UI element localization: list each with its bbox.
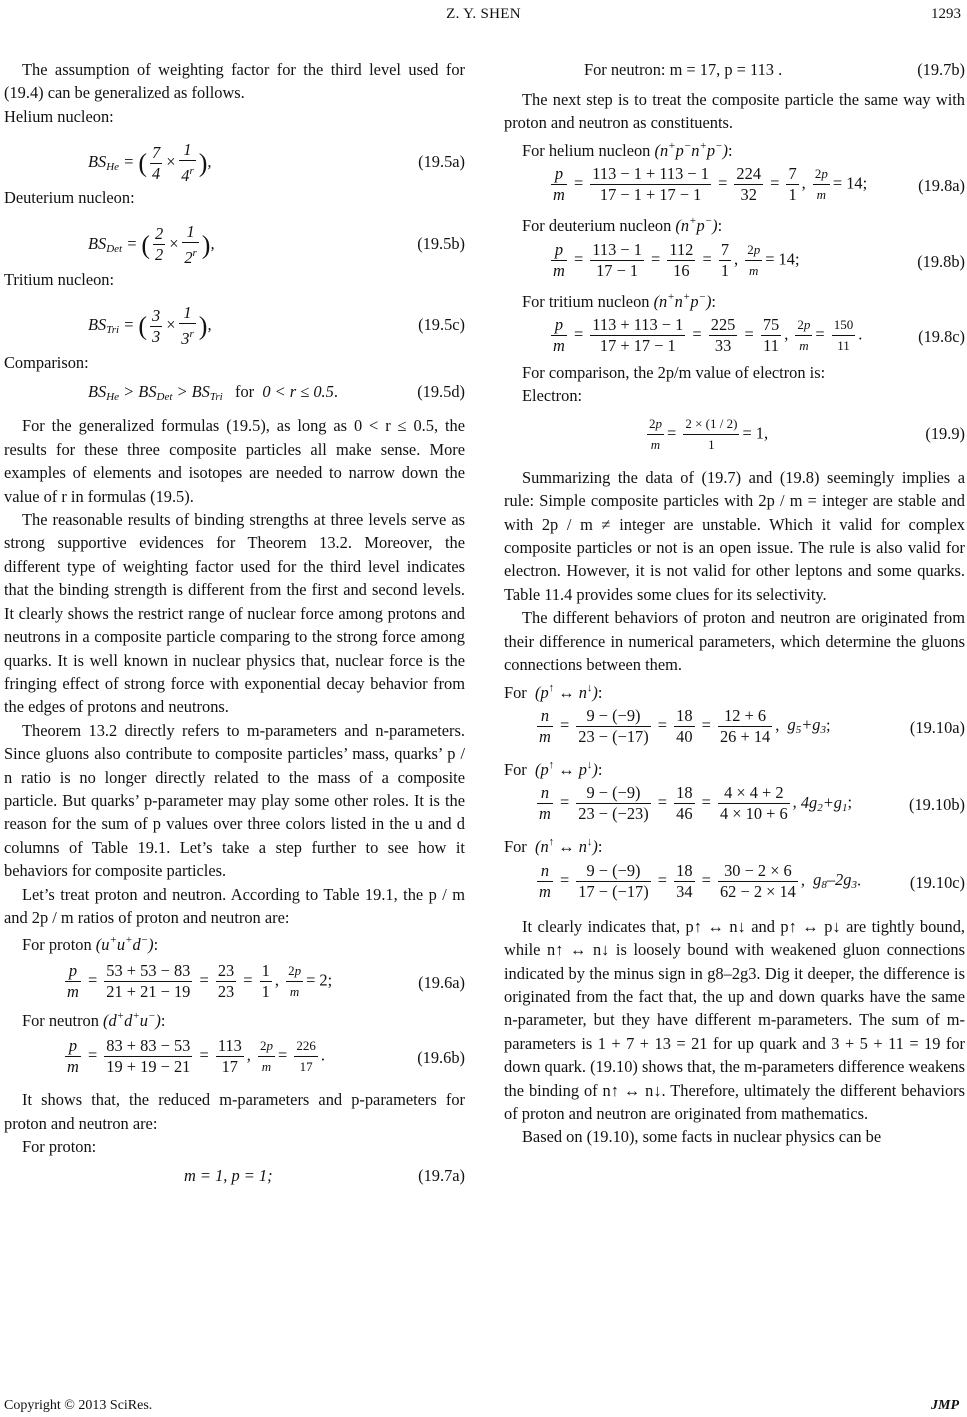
equation-19-5c: BSTri = ( $\frac{3}{3}$ × $\frac{1}{3^r}$ ), (19.5c) <box>88 303 465 349</box>
equation-19-8a: $\frac{p}{m}$ = $\frac{113 - 1 + 113 - 1}{17 - 1 + 17 - 1}$ = $\frac{224}{32}$ = $\frac{7}{1}$ , $\frac{2p}{m}$ = 14; (19.8a) <box>553 164 965 205</box>
running-author: Z. Y. SHEN <box>446 6 521 22</box>
paragraph: For the generalized formulas (19.5), as long as 0 < r ≤ 0.5, the results for these three composite particles all make sense. More examples of elements and isotopes are needed to narrow down the value of r in formulas (19.5). <box>4 416 465 506</box>
paragraph: The different behaviors of proton and neutron are originated from their difference in numerical parameters, which determine the gluons connections between them. <box>504 608 965 675</box>
equation-19-9: $\frac{2p}{m}$ = $\frac{2 \times (1 / 2)}{1}$ = 1, (19.9) <box>649 415 965 452</box>
copyright: Copyright © 2013 SciRes. <box>4 1398 153 1413</box>
running-header <box>0 3 967 25</box>
equation-19-5a: BSHe = ( $\frac{7}{4}$ × $\frac{1}{4^r}$ ), (19.5a) <box>88 140 465 186</box>
paragraph: Summarizing the data of (19.7) and (19.8) seemingly implies a rule: Simple composite particles with 2p / m = integer are stable and with 2p / m ≠ integer are unstable. Which it valid for complex composite particles or not is an open issue. The rule is also valid for electron. However, it is not valid for other leptons and some quarks. Table 11.4 provides some clues for its selectivity. <box>504 467 965 604</box>
equation-19-8c: $\frac{p}{m}$ = $\frac{113 + 113 - 1}{17 + 17 - 1}$ = $\frac{225}{33}$ = $\frac{75}{11}$ , $\frac{2p}{m}$ = $\frac{150}{11}$ . (19.8c) <box>553 315 965 356</box>
right-column <box>504 58 965 1149</box>
equation-19-7b: For neutron: m = 17, p = 113 . (19.7b) <box>584 60 965 79</box>
equation-19-6a: $\frac{p}{m}$ = $\frac{53 + 53 - 83}{21 + 21 - 19}$ = $\frac{23}{23}$ = $\frac{1}{1}$ , $\frac{2p}{m}$ = 2; (19.6a) <box>67 960 465 1001</box>
equation-19-10a: $\frac{n}{m}$ = $\frac{9 - (-9)}{23 - (-17)}$ = $\frac{18}{40}$ = $\frac{12 + 6}{26 + 14}$ , g5+g3; (19.10a) <box>539 705 965 746</box>
paragraph: It clearly indicates that, p↑ ↔ n↓ and p↑ ↔ p↓ are tightly bound, while n↑ ↔ n↓ is loosely bound with weakened gluon connections indicated by the minus sign in g8–2g3. Dig it deeper, the difference is originated from the fact that, the up and down quarks have the same n-parameter, but they have different m-parameters. The sum of m-parameters is 1 + 7 + 13 = 21 for up quark and 3 + 5 + 11 = 19 for down quark. (19.10) shows that, the m-parameters difference weakens the binding of n↑ ↔ n↓. Therefore, ultimately the different behaviors of proton and neutron are originated from mathematics. <box>504 916 965 1123</box>
electron-label: Electron: <box>522 386 583 406</box>
helium-nucleon-label: For helium nucleon (n+p−n+p−): <box>522 139 733 160</box>
paragraph: It shows that, the reduced m-parameters and p-parameters for proton and neutron are: <box>4 1090 465 1133</box>
for-label: For (n↑ ↔ n↓): <box>504 836 603 857</box>
equation-19-10c: $\frac{n}{m}$ = $\frac{9 - (-9)}{17 - (-17)}$ = $\frac{18}{34}$ = $\frac{30 - 2 \times 6}{62 - 2 \times 14}$ , g8–2g3. (19.10c) <box>539 860 965 901</box>
neutron-label: For neutron (d+d+u−): <box>22 1009 166 1030</box>
paragraph: Theorem 13.2 directly refers to m-parameters and n-parameters. Since gluons also contribute to composite particles’ mass, quarks’ p / n ratio is no longer directly related to the mass of a composite particle. But quarks’ p-parameter may play some other roles. It is the reason for the sum of p values over three colors listed in the u and d columns of Table 19.1. Let’s take a step further to see how it behaviors for composite particles. <box>4 720 465 881</box>
deuterium-nucleon-label: For deuterium nucleon (n+p−): <box>522 215 723 236</box>
for-proton-label: For proton: <box>22 1137 97 1156</box>
paragraph: Based on (19.10), some facts in nuclear physics can be <box>522 1127 882 1147</box>
comparison-label: Comparison: <box>4 353 89 373</box>
equation-19-5b: BSDet = ( $\frac{2}{2}$ × $\frac{1}{2^r}$ ), (19.5b) <box>88 221 465 267</box>
paragraph: The reasonable results of binding strengths at three levels serve as strong supportive evidences for Theorem 13.2. Moreover, the different type of weighting factor used for the third level indicates that the binding strength is different from the first and second levels. It clearly shows the restrict range of nuclear force among protons and neutrons in a composite particle comparing to the strong force among quarks. It is well known in nuclear physics that, nuclear force is the fringing effect of strong force with exponential decay behavior from the edges of protons and neutrons. <box>4 510 465 717</box>
for-label: For (p↑ ↔ p↓): <box>504 758 603 779</box>
helium-label: Helium nucleon: <box>4 106 114 126</box>
page-number: 1293 <box>931 6 961 22</box>
tritium-nucleon-label: For tritium nucleon (n+n+p−): <box>522 290 716 311</box>
equation-19-7a: m = 1, p = 1; (19.7a) <box>184 1166 465 1186</box>
paragraph: The assumption of weighting factor for the third level used for (19.4) can be generalized as follows. <box>4 60 465 103</box>
equation-19-6b: $\frac{p}{m}$ = $\frac{83 + 83 - 53}{19 + 19 - 21}$ = $\frac{113}{17}$ , $\frac{2p}{m}$ = $\frac{226}{17}$ . (19.6b) <box>67 1036 465 1077</box>
paragraph: The next step is to treat the composite particle the same way with proton and neutron as constituents. <box>504 90 965 133</box>
equation-19-8b: $\frac{p}{m}$ = $\frac{113 - 1}{17 - 1}$ = $\frac{112}{16}$ = $\frac{7}{1}$ , $\frac{2p}{m}$ = 14; (19.8b) <box>553 239 965 280</box>
comparison-line: For comparison, the 2p/m value of electron is: <box>522 363 826 383</box>
paragraph: Let’s treat proton and neutron. According to Table 19.1, the p / m and 2p / m ratios of proton and neutron are: <box>4 884 465 927</box>
tritium-label: Tritium nucleon: <box>4 269 115 289</box>
journal-abbrev: JMP <box>931 1398 959 1413</box>
left-column <box>4 58 465 1192</box>
deuterium-label: Deuterium nucleon: <box>4 188 135 208</box>
equation-19-5d: BSHe > BSDet > BSTri for 0 < r ≤ 0.5. (19.5d) <box>88 382 465 404</box>
for-label: For (p↑ ↔ n↓): <box>504 681 603 702</box>
equation-19-10b: $\frac{n}{m}$ = $\frac{9 - (-9)}{23 - (-23)}$ = $\frac{18}{46}$ = $\frac{4 \times 4 + 2}{4 \times 10 + 6}$ , 4g2+g1; (19.10b) <box>539 783 965 824</box>
proton-label: For proton (u+u+d−): <box>22 934 159 955</box>
